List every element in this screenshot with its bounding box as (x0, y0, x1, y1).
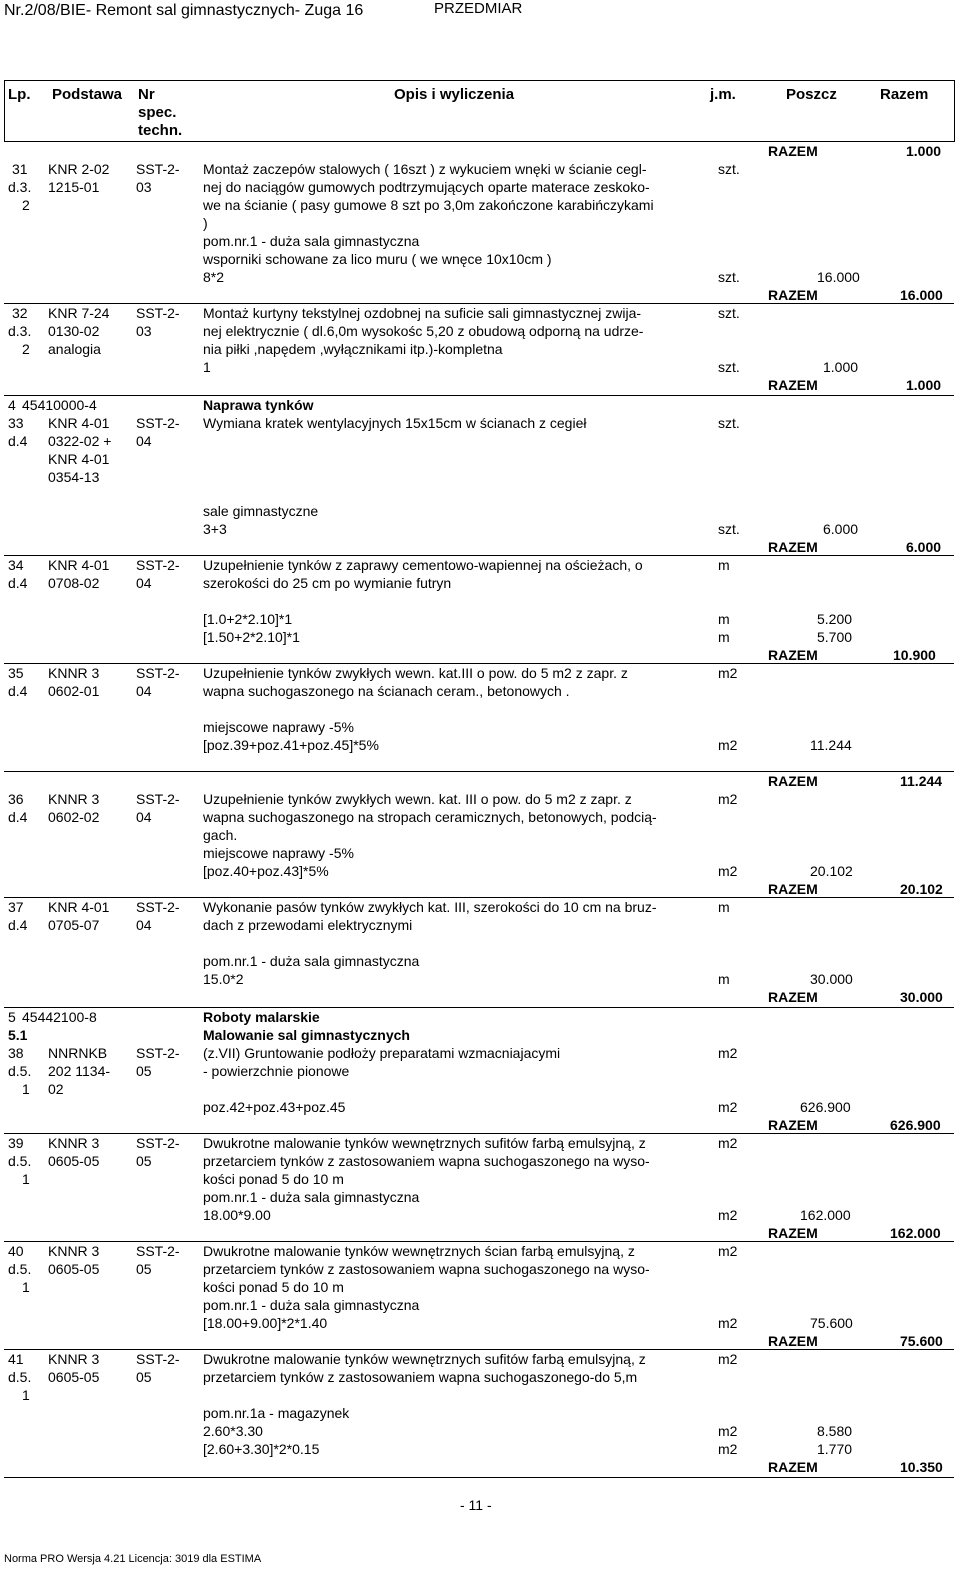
table-cell-text: 1.000 (906, 377, 942, 393)
table-cell-text: KNR 4-01 (48, 899, 110, 915)
table-cell-text: SST-2- (136, 1243, 180, 1259)
table-cell-text: SST-2- (136, 791, 180, 807)
table-cell-text: m2 (718, 1441, 738, 1457)
table-cell-text: 6.000 (906, 539, 942, 555)
table-cell-text: pom.nr.1 - duża sala gimnastyczna (203, 233, 420, 249)
table-cell-text: szt. (718, 161, 740, 177)
table-cell-text: 1.770 (817, 1441, 853, 1457)
table-cell-text: 10.900 (893, 647, 936, 663)
row-separator (4, 395, 954, 396)
table-cell-text: [2.60+3.30]*2*0.15 (203, 1441, 320, 1457)
table-cell-text: 03 (136, 323, 152, 339)
table-top-border (4, 80, 954, 81)
table-cell-text: szt. (718, 269, 740, 285)
table-cell-text: m2 (718, 737, 738, 753)
table-cell-text: Wykonanie pasów tynków zwykłych kat. III, szerokości do 10 cm na bruz- (203, 899, 657, 915)
razem-label: RAZEM (768, 989, 818, 1005)
table-cell-text: przetarciem tynków z zastosowaniem wapna suchogaszonego na wyso- (203, 1153, 650, 1169)
table-cell-text: 2 (22, 341, 30, 357)
table-cell-text: 0602-01 (48, 683, 100, 699)
table-cell-text: SST-2- (136, 161, 180, 177)
table-cell-text: miejscowe naprawy -5% (203, 845, 354, 861)
table-cell-text: pom.nr.1 - duża sala gimnastyczna (203, 1189, 420, 1205)
col-header-razem: Razem (880, 86, 929, 103)
table-cell-text: SST-2- (136, 1045, 180, 1061)
table-cell-text: KNR 2-02 (48, 161, 110, 177)
table-cell-text: KNNR 3 (48, 791, 100, 807)
table-cell-text: 0605-05 (48, 1261, 100, 1277)
table-cell-text: ) (203, 215, 208, 231)
table-cell-text: 1 (22, 1387, 30, 1403)
col-header-techn: techn. (138, 122, 183, 139)
table-cell-text: 31 (12, 161, 28, 177)
table-cell-text: Uzupełnienie tynków zwykłych wewn. kat.III o pow. do 5 m2 z zapr. z (203, 665, 628, 681)
table-cell-text: Dwukrotne malowanie tynków wewnętrznych sufitów farbą emulsyjną, z (203, 1351, 646, 1367)
table-cell-text: 30.000 (900, 989, 943, 1005)
table-cell-text: 05 (136, 1261, 152, 1277)
razem-label: RAZEM (768, 647, 818, 663)
table-cell-text: 05 (136, 1063, 152, 1079)
table-cell-text: m2 (718, 1423, 738, 1439)
table-cell-text: SST-2- (136, 899, 180, 915)
table-cell-text: 33 (8, 415, 24, 431)
document-header-title: Nr.2/08/BIE- Remont sal gimnastycznych- Zuga 16 (4, 2, 364, 19)
table-cell-text: 2 (22, 197, 30, 213)
table-cell-text: d.5. (8, 1369, 32, 1385)
table-cell-text: pom.nr.1 - duża sala gimnastyczna (203, 1297, 420, 1313)
table-cell-text: m2 (718, 1045, 738, 1061)
table-cell-text: d.4 (8, 433, 28, 449)
table-cell-text: 0708-02 (48, 575, 100, 591)
table-cell-text: SST-2- (136, 1351, 180, 1367)
table-cell-text: 04 (136, 809, 152, 825)
table-cell-text: m2 (718, 1351, 738, 1367)
col-header-jm: j.m. (710, 86, 736, 103)
table-cell-text: 16.000 (900, 287, 943, 303)
table-cell-text: 05 (136, 1153, 152, 1169)
table-cell-text: analogia (48, 341, 101, 357)
table-cell-text: KNNR 3 (48, 1351, 100, 1367)
table-cell-text: d.4 (8, 917, 28, 933)
table-cell-text: KNR 4-01 (48, 451, 110, 467)
table-cell-text: SST-2- (136, 1135, 180, 1151)
table-cell-text: d.3. (8, 179, 32, 195)
document-type-label: PRZEDMIAR (434, 0, 523, 17)
table-cell-text: [poz.39+poz.41+poz.45]*5% (203, 737, 379, 753)
col-header-podstawa: Podstawa (52, 86, 123, 103)
col-header-nr: Nr (138, 86, 155, 103)
table-cell-text: 202 1134- (48, 1063, 111, 1079)
col-header-opis: Opis i wyliczenia (394, 86, 515, 103)
table-cell-text: 18.00*9.00 (203, 1207, 271, 1223)
table-cell-text: m (718, 629, 730, 645)
table-cell-text: 10.350 (900, 1459, 943, 1475)
table-cell-text: wapna suchogaszonego na ścianach ceram., betonowych . (203, 683, 570, 699)
table-cell-text: m2 (718, 1135, 738, 1151)
table-cell-text: [poz.40+poz.43]*5% (203, 863, 329, 879)
table-cell-text: SST-2- (136, 557, 180, 573)
table-cell-text: pom.nr.1a - magazynek (203, 1405, 350, 1421)
table-cell-text: 39 (8, 1135, 24, 1151)
table-cell-text: poz.42+poz.43+poz.45 (203, 1099, 346, 1115)
table-cell-text: m2 (718, 791, 738, 807)
table-cell-text: 11.244 (810, 737, 852, 753)
table-cell-text: 5 (8, 1009, 16, 1025)
table-cell-text: 16.000 (817, 269, 860, 285)
table-cell-text: d.4 (8, 809, 28, 825)
table-cell-text: 5.200 (817, 611, 853, 627)
table-cell-text: przetarciem tynków z zastosowaniem wapna suchogaszonego-do 5,m (203, 1369, 638, 1385)
table-cell-text: SST-2- (136, 415, 180, 431)
table-bottom-border (4, 1477, 954, 1478)
table-cell-text: Montaż kurtyny tekstylnej ozdobnej na suficie sali gimnastycznej zwija- (203, 305, 642, 321)
table-cell-text: 04 (136, 433, 152, 449)
table-cell-text: kości ponad 5 do 10 m (203, 1171, 344, 1187)
table-cell-text: 36 (8, 791, 24, 807)
table-cell-text: 1 (22, 1081, 30, 1097)
table-cell-text: 1215-01 (48, 179, 100, 195)
table-cell-text: m (718, 899, 730, 915)
table-cell-text: 75.600 (900, 1333, 943, 1349)
table-cell-text: 20.102 (900, 881, 943, 897)
table-left-border (4, 80, 5, 142)
table-cell-text: 45442100-8 (22, 1009, 97, 1025)
table-cell-text: wapna suchogaszonego na stropach ceramicznych, betonowych, podcią- (203, 809, 657, 825)
table-cell-text: 5.1 (8, 1027, 28, 1043)
table-cell-text: (z.VII) Gruntowanie podłoży preparatami wzmacniajacymi (203, 1045, 561, 1061)
table-cell-text: SST-2- (136, 665, 180, 681)
razem-label: RAZEM (768, 287, 818, 303)
table-cell-text: 1.000 (906, 143, 942, 159)
table-cell-text: szt. (718, 359, 740, 375)
table-cell-text: 6.000 (823, 521, 859, 537)
razem-label: RAZEM (768, 881, 818, 897)
table-cell-text: 37 (8, 899, 24, 915)
table-right-border (954, 80, 955, 142)
table-cell-text: 626.900 (890, 1117, 941, 1133)
table-cell-text: 32 (12, 305, 28, 321)
table-cell-text: d.4 (8, 683, 28, 699)
table-cell-text: miejscowe naprawy -5% (203, 719, 354, 735)
table-cell-text: Dwukrotne malowanie tynków wewnętrznych sufitów farbą emulsyjną, z (203, 1135, 646, 1151)
table-cell-text: 162.000 (890, 1225, 941, 1241)
col-header-spec: spec. (138, 104, 177, 121)
table-cell-text: KNNR 3 (48, 1243, 100, 1259)
table-cell-text: [18.00+9.00]*2*1.40 (203, 1315, 328, 1331)
table-cell-text: NNRNKB (48, 1045, 108, 1061)
table-cell-text: Montaż zaczepów stalowych ( 16szt ) z wykuciem wnęki w ścianie cegl- (203, 161, 647, 177)
table-cell-text: 41 (8, 1351, 24, 1367)
table-cell-text: 02 (48, 1081, 64, 1097)
table-cell-text: 04 (136, 917, 152, 933)
table-cell-text: Wymiana kratek wentylacyjnych 15x15cm w ścianach z cegieł (203, 415, 587, 431)
table-cell-text: KNNR 3 (48, 665, 100, 681)
table-cell-text: 2.60*3.30 (203, 1423, 263, 1439)
table-cell-text: 8.580 (817, 1423, 853, 1439)
table-cell-text: d.5. (8, 1261, 32, 1277)
table-cell-text: 75.600 (810, 1315, 853, 1331)
table-cell-text: 38 (8, 1045, 24, 1061)
table-cell-text: m2 (718, 1099, 738, 1115)
table-cell-text: 0602-02 (48, 809, 100, 825)
table-cell-text: 04 (136, 575, 152, 591)
col-header-poszcz: Poszcz (786, 86, 837, 103)
table-cell-text: m2 (718, 1315, 738, 1331)
table-cell-text: szerokości do 25 cm po wymianie futryn (203, 575, 452, 591)
table-cell-text: d.3. (8, 323, 32, 339)
table-cell-text: [1.0+2*2.10]*1 (203, 611, 293, 627)
table-cell-text: KNR 4-01 (48, 557, 110, 573)
table-cell-text: KNNR 3 (48, 1135, 100, 1151)
table-cell-text: 4 (8, 397, 16, 413)
table-cell-text: 1 (203, 359, 211, 375)
table-cell-text: 35 (8, 665, 24, 681)
table-cell-text: Uzupełnienie tynków z zaprawy cementowo-wapiennej na ościeżach, o (203, 557, 643, 573)
table-cell-text: 03 (136, 179, 152, 195)
table-cell-text: Roboty malarskie (203, 1009, 320, 1025)
table-cell-text: Uzupełnienie tynków zwykłych wewn. kat. III o pow. do 5 m2 z zapr. z (203, 791, 632, 807)
table-cell-text: nia piłki ,napędem ,wyłącznikami itp.)-kompletna (203, 341, 503, 357)
table-cell-text: 626.900 (800, 1099, 851, 1115)
razem-label: RAZEM (768, 539, 818, 555)
table-cell-text: d.5. (8, 1063, 32, 1079)
table-cell-text: [1.50+2*2.10]*1 (203, 629, 300, 645)
table-cell-text: 20.102 (810, 863, 853, 879)
table-cell-text: SST-2- (136, 305, 180, 321)
table-cell-text: m2 (718, 1207, 738, 1223)
table-cell-text: Naprawa tynków (203, 397, 314, 413)
table-cell-text: Malowanie sal gimnastycznych (203, 1027, 410, 1043)
table-cell-text: m2 (718, 863, 738, 879)
table-cell-text: 0705-07 (48, 917, 100, 933)
razem-label: RAZEM (768, 1459, 818, 1475)
table-cell-text: we na ścianie ( pasy gumowe 8 szt po 3,0m zakończone karabińczykami (203, 197, 654, 213)
table-cell-text: dach z przewodami elektrycznymi (203, 917, 413, 933)
table-cell-text: pom.nr.1 - duża sala gimnastyczna (203, 953, 420, 969)
table-cell-text: 15.0*2 (203, 971, 244, 987)
table-cell-text: 1 (22, 1171, 30, 1187)
row-separator (4, 771, 954, 772)
table-cell-text: 5.700 (817, 629, 853, 645)
table-cell-text: 162.000 (800, 1207, 851, 1223)
table-cell-text: 8*2 (203, 269, 225, 285)
table-cell-text: 0605-05 (48, 1369, 100, 1385)
table-cell-text: 11.244 (900, 773, 943, 789)
col-header-lp: Lp. (8, 86, 31, 103)
software-footer: Norma PRO Wersja 4.21 Licencja: 3019 dla ESTIMA (4, 1553, 262, 1565)
table-cell-text: szt. (718, 305, 740, 321)
table-cell-text: d.4 (8, 575, 28, 591)
razem-label: RAZEM (768, 377, 818, 393)
table-cell-text: 1 (22, 1279, 30, 1295)
table-cell-text: nej elektrycznie ( dl.6,0m wysokośc 5,20 z obudową odporną na udrze- (203, 323, 644, 339)
table-cell-text: KNR 7-24 (48, 305, 110, 321)
table-cell-text: 0322-02 + (48, 433, 112, 449)
table-cell-text: - powierzchnie pionowe (203, 1063, 350, 1079)
table-cell-text: KNR 4-01 (48, 415, 110, 431)
table-cell-text: m (718, 557, 730, 573)
razem-label: RAZEM (768, 1333, 818, 1349)
table-cell-text: nej do naciągów gumowych podtrzymujących oparte materace zeskoko- (203, 179, 650, 195)
table-cell-text: kości ponad 5 do 10 m (203, 1279, 344, 1295)
table-cell-text: Dwukrotne malowanie tynków wewnętrznych ścian farbą emulsyjną, z (203, 1243, 635, 1259)
table-cell-text: m2 (718, 1243, 738, 1259)
table-cell-text: szt. (718, 415, 740, 431)
table-cell-text: 3+3 (203, 521, 227, 537)
table-cell-text: 0130-02 (48, 323, 100, 339)
row-separator (4, 1007, 954, 1008)
table-header-divider (4, 141, 954, 142)
table-cell-text: gach. (203, 827, 238, 843)
table-cell-text: 0354-13 (48, 469, 100, 485)
table-cell-text: 04 (136, 683, 152, 699)
table-cell-text: m (718, 971, 730, 987)
table-cell-text: d.5. (8, 1153, 32, 1169)
table-cell-text: 34 (8, 557, 24, 573)
table-cell-text: wsporniki schowane za lico muru ( we wnęce 10x10cm ) (203, 251, 552, 267)
table-cell-text: 0605-05 (48, 1153, 100, 1169)
page-number: - 11 - (460, 1497, 492, 1513)
table-cell-text: m (718, 611, 730, 627)
table-cell-text: sale gimnastyczne (203, 503, 319, 519)
table-cell-text: 1.000 (823, 359, 859, 375)
table-cell-text: 40 (8, 1243, 24, 1259)
table-cell-text: szt. (718, 521, 740, 537)
table-cell-text: 45410000-4 (22, 397, 97, 413)
razem-label: RAZEM (768, 1225, 818, 1241)
razem-label: RAZEM (768, 773, 818, 789)
table-cell-text: przetarciem tynków z zastosowaniem wapna suchogaszonego na wyso- (203, 1261, 650, 1277)
table-cell-text: m2 (718, 665, 738, 681)
razem-label: RAZEM (768, 143, 818, 159)
razem-label: RAZEM (768, 1117, 818, 1133)
table-cell-text: 30.000 (810, 971, 853, 987)
table-cell-text: 05 (136, 1369, 152, 1385)
